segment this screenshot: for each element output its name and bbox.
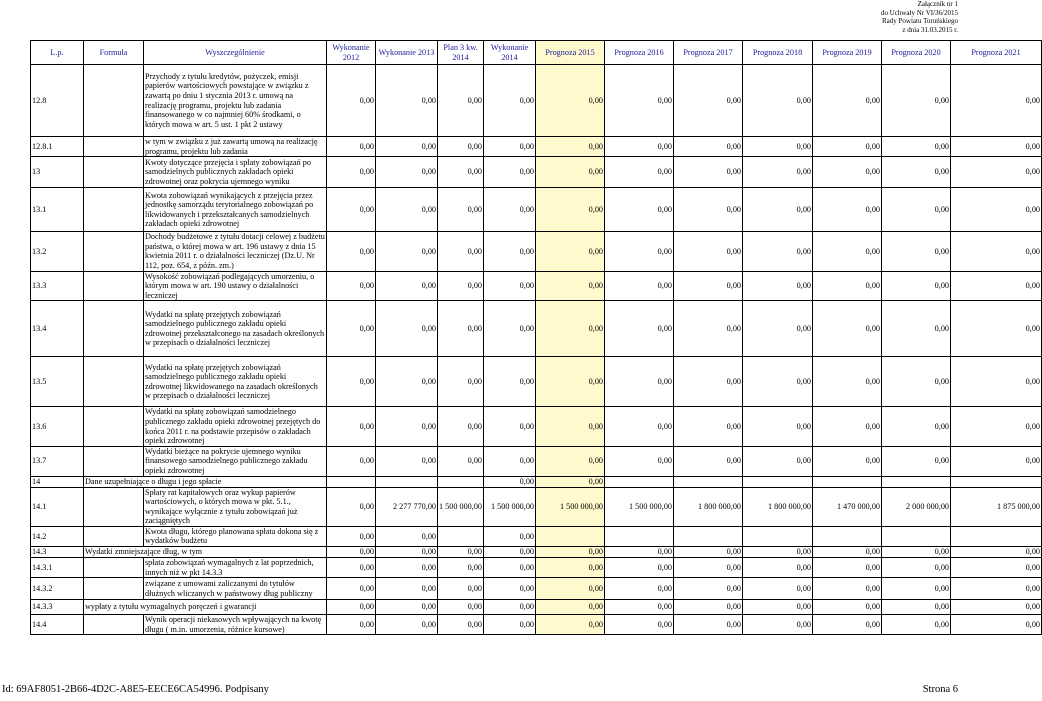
value-cell: 0,00 [813, 157, 882, 188]
value-cell: 0,00 [438, 446, 484, 476]
value-cell: 0,00 [438, 547, 484, 558]
value-cell: 0,00 [674, 407, 743, 446]
row-number: 14.3.1 [31, 558, 84, 578]
value-cell: 0,00 [605, 65, 674, 137]
value-cell: 0,00 [882, 547, 951, 558]
value-cell: 0,00 [438, 157, 484, 188]
value-cell: 0,00 [484, 615, 536, 635]
column-header: Plan 3 kw. 2014 [438, 41, 484, 65]
document-id: Id: 69AF8051-2B66-4D2C-A8E5-EECE6CA54996. Podpisany [2, 684, 269, 695]
value-cell: 0,00 [376, 271, 438, 301]
row-description: Wysokość zobowiązań podlegających umorzeniu, o którym mowa w art. 190 ustawy o działalności leczniczej [144, 271, 327, 301]
value-cell: 1 800 000,00 [743, 487, 813, 526]
value-cell: 0,00 [674, 446, 743, 476]
table-row [31, 526, 1042, 546]
row-description: Kwota zobowiązań wynikających z przejęcia przez jednostkę samorządu terytorialnego zobowiązań po likwidowanych i przekształcanych samodzielnych zakładach opieki zdrowotnej [144, 188, 327, 232]
row-description: Kwoty dotyczące przejęcia i spłaty zobowiązań po samodzielnych publicznych zakładach opieki zdrowotnej oraz pokrycia ujemnego wyniku [144, 157, 327, 188]
value-cell: 0,00 [951, 600, 1042, 615]
value-cell [882, 526, 951, 546]
value-cell: 0,00 [484, 232, 536, 271]
value-cell: 0,00 [882, 137, 951, 157]
value-cell: 0,00 [951, 301, 1042, 357]
column-header: Wykonanie 2014 [484, 41, 536, 65]
value-cell: 0,00 [674, 357, 743, 407]
value-cell: 0,00 [674, 65, 743, 137]
value-cell [536, 526, 605, 546]
value-cell: 0,00 [951, 558, 1042, 578]
formula-cell [84, 446, 144, 476]
table-row [31, 188, 1042, 232]
value-cell: 0,00 [882, 558, 951, 578]
value-cell: 0,00 [813, 301, 882, 357]
value-cell: 0,00 [327, 526, 376, 546]
value-cell: 0,00 [536, 547, 605, 558]
value-cell: 0,00 [536, 407, 605, 446]
value-cell: 0,00 [882, 615, 951, 635]
value-cell [813, 526, 882, 546]
value-cell: 1 500 000,00 [536, 487, 605, 526]
value-cell: 0,00 [327, 188, 376, 232]
value-cell: 0,00 [327, 600, 376, 615]
value-cell: 0,00 [882, 600, 951, 615]
value-cell: 1 500 000,00 [484, 487, 536, 526]
value-cell: 0,00 [674, 188, 743, 232]
value-cell: 0,00 [951, 157, 1042, 188]
row-description: Wydatki na spłatę zobowiązań samodzielnego publicznego zakładu opieki zdrowotnej przejętych do końca 2011 r. na podstawie przepisów o zakładach opieki zdrowotnej [144, 407, 327, 446]
value-cell: 0,00 [484, 137, 536, 157]
formula-cell [84, 578, 144, 600]
page-number: Strona 6 [922, 684, 958, 695]
value-cell [674, 476, 743, 487]
value-cell [813, 476, 882, 487]
value-cell: 0,00 [536, 446, 605, 476]
value-cell: 0,00 [327, 615, 376, 635]
row-number: 14.4 [31, 615, 84, 635]
value-cell: 0,00 [327, 271, 376, 301]
value-cell: 0,00 [882, 407, 951, 446]
value-cell: 0,00 [743, 615, 813, 635]
value-cell: 0,00 [951, 407, 1042, 446]
value-cell: 0,00 [536, 578, 605, 600]
column-header: Prognoza 2018 [743, 41, 813, 65]
value-cell: 0,00 [951, 65, 1042, 137]
value-cell: 0,00 [743, 301, 813, 357]
table-row [31, 232, 1042, 271]
value-cell: 0,00 [951, 188, 1042, 232]
value-cell: 0,00 [484, 526, 536, 546]
value-cell: 0,00 [605, 578, 674, 600]
value-cell: 0,00 [327, 232, 376, 271]
value-cell: 0,00 [674, 600, 743, 615]
column-header: Wykonanie 2013 [376, 41, 438, 65]
value-cell: 0,00 [813, 407, 882, 446]
row-description: Wynik operacji niekasowych wpływających na kwotę długu ( m.in. umorzenia, różnice kursowe) [144, 615, 327, 635]
table-row [31, 301, 1042, 357]
value-cell: 0,00 [674, 157, 743, 188]
value-cell: 0,00 [376, 188, 438, 232]
value-cell: 2 277 770,00 [376, 487, 438, 526]
value-cell: 0,00 [951, 357, 1042, 407]
value-cell: 0,00 [536, 157, 605, 188]
value-cell: 0,00 [951, 232, 1042, 271]
row-number: 13.3 [31, 271, 84, 301]
value-cell: 0,00 [743, 232, 813, 271]
formula-cell [84, 271, 144, 301]
table-row [31, 487, 1042, 526]
value-cell: 0,00 [376, 232, 438, 271]
table-row [31, 357, 1042, 407]
row-number: 13.1 [31, 188, 84, 232]
value-cell: 0,00 [951, 137, 1042, 157]
value-cell [743, 526, 813, 546]
value-cell: 0,00 [813, 357, 882, 407]
value-cell: 0,00 [674, 137, 743, 157]
value-cell: 0,00 [882, 188, 951, 232]
value-cell: 0,00 [813, 558, 882, 578]
value-cell: 0,00 [438, 600, 484, 615]
row-description: Wydatki na spłatę przejętych zobowiązań samodzielnego publicznego zakładu opieki zdrowotnej likwidowanego na zasadach określonych w przepisach o działalności leczniczej [144, 357, 327, 407]
value-cell: 0,00 [743, 407, 813, 446]
row-number: 14.3.3 [31, 600, 84, 615]
value-cell [376, 476, 438, 487]
value-cell: 0,00 [605, 357, 674, 407]
column-header: L.p. [31, 41, 84, 65]
value-cell: 0,00 [484, 558, 536, 578]
value-cell: 0,00 [813, 547, 882, 558]
row-description: Dochody budżetowe z tytułu dotacji celowej z budżetu państwa, o której mowa w art. 196 ustawy z dnia 15 kwietnia 2011 r. o działalności leczniczej (Dz.U. Nr 112, poz. 654, z późn. zm.) [145, 232, 325, 270]
value-cell: 0,00 [327, 547, 376, 558]
value-cell: 0,00 [327, 137, 376, 157]
row-number: 13.4 [31, 301, 84, 357]
value-cell: 0,00 [674, 615, 743, 635]
row-description: Spłaty rat kapitałowych oraz wykup papierów wartościowych, o których mowa w pkt. 5.1., wynikające wyłącznie z tytułu zobowiązań już zaciągniętych [144, 487, 327, 526]
value-cell: 0,00 [376, 65, 438, 137]
value-cell: 0,00 [743, 357, 813, 407]
value-cell: 0,00 [438, 578, 484, 600]
value-cell: 0,00 [882, 357, 951, 407]
value-cell: 0,00 [376, 446, 438, 476]
value-cell: 0,00 [376, 407, 438, 446]
value-cell: 0,00 [438, 357, 484, 407]
value-cell: 0,00 [882, 157, 951, 188]
value-cell: 0,00 [536, 301, 605, 357]
value-cell: 0,00 [882, 271, 951, 301]
value-cell: 0,00 [743, 558, 813, 578]
value-cell: 0,00 [674, 232, 743, 271]
value-cell: 0,00 [536, 271, 605, 301]
value-cell: 0,00 [605, 157, 674, 188]
value-cell: 0,00 [605, 615, 674, 635]
value-cell: 0,00 [536, 476, 605, 487]
value-cell: 0,00 [484, 547, 536, 558]
column-header: Wykonanie 2012 [327, 41, 376, 65]
attachment-line: z dnia 31.03.2015 r. [902, 25, 958, 34]
value-cell: 0,00 [605, 558, 674, 578]
value-cell: 0,00 [376, 615, 438, 635]
value-cell [438, 476, 484, 487]
value-cell [605, 526, 674, 546]
value-cell [951, 476, 1042, 487]
value-cell: 0,00 [813, 615, 882, 635]
row-number: 13.7 [31, 446, 84, 476]
formula-cell [84, 615, 144, 635]
value-cell: 0,00 [882, 301, 951, 357]
column-header: Wyszczególnienie [144, 41, 327, 65]
value-cell: 1 500 000,00 [438, 487, 484, 526]
value-cell: 0,00 [484, 446, 536, 476]
value-cell: 0,00 [674, 301, 743, 357]
formula-cell [84, 357, 144, 407]
formula-cell [84, 65, 144, 137]
value-cell [605, 476, 674, 487]
value-cell: 0,00 [605, 547, 674, 558]
column-header: Prognoza 2021 [951, 41, 1042, 65]
value-cell: 0,00 [605, 301, 674, 357]
value-cell: 0,00 [951, 446, 1042, 476]
value-cell: 0,00 [484, 407, 536, 446]
value-cell [951, 526, 1042, 546]
value-cell: 0,00 [813, 446, 882, 476]
header-row [31, 41, 1042, 65]
column-header: Prognoza 2017 [674, 41, 743, 65]
value-cell: 0,00 [605, 446, 674, 476]
value-cell: 0,00 [438, 137, 484, 157]
value-cell: 0,00 [536, 232, 605, 271]
attachment-line: do Uchwały Nr VI/36/2015 [880, 8, 958, 17]
row-description: Wydatki bieżące na pokrycie ujemnego wyniku finansowego samodzielnego publicznego zakładu opieki zdrowotnej [144, 446, 327, 476]
value-cell: 0,00 [484, 157, 536, 188]
value-cell [327, 476, 376, 487]
value-cell: 0,00 [882, 232, 951, 271]
value-cell: 0,00 [536, 137, 605, 157]
value-cell: 0,00 [743, 157, 813, 188]
table-row [31, 615, 1042, 635]
row-number: 14 [31, 476, 84, 487]
row-number: 14.1 [31, 487, 84, 526]
row-number: 13.2 [31, 232, 84, 271]
value-cell: 0,00 [438, 65, 484, 137]
value-cell: 0,00 [327, 558, 376, 578]
value-cell: 0,00 [327, 487, 376, 526]
value-cell: 0,00 [813, 271, 882, 301]
attachment-line: Rady Powiatu Toruńskiego [882, 17, 958, 25]
value-cell: 1 470 000,00 [813, 487, 882, 526]
row-description: Przychody z tytułu kredytów, pożyczek, emisji papierów wartościowych powstające w związku z zawartą po dniu 1 stycznia 2013 r. umową na realizację programu, projektu lub zadania finansowanego w co najmniej 60% środkami, o których mowa w art. 5 ust. 1 pkt 2 ustawy [144, 65, 327, 137]
value-cell: 0,00 [674, 547, 743, 558]
formula-cell [84, 137, 144, 157]
value-cell: 0,00 [743, 578, 813, 600]
value-cell: 0,00 [484, 476, 536, 487]
value-cell: 0,00 [605, 137, 674, 157]
value-cell: 0,00 [376, 157, 438, 188]
formula-cell [84, 301, 144, 357]
value-cell: 0,00 [327, 578, 376, 600]
column-header: Prognoza 2020 [882, 41, 951, 65]
value-cell: 0,00 [951, 615, 1042, 635]
value-cell: 0,00 [327, 357, 376, 407]
value-cell: 0,00 [376, 357, 438, 407]
value-cell: 0,00 [674, 271, 743, 301]
value-cell: 0,00 [951, 271, 1042, 301]
value-cell: 0,00 [813, 578, 882, 600]
attachment-line: Załącznik nr 1 [917, 0, 958, 8]
table-row [31, 558, 1042, 578]
value-cell: 0,00 [327, 301, 376, 357]
value-cell [882, 476, 951, 487]
table-row [31, 446, 1042, 476]
value-cell: 0,00 [743, 271, 813, 301]
column-header: Formuła [84, 41, 144, 65]
table-row [31, 271, 1042, 301]
table-row [31, 578, 1042, 600]
row-number: 12.8 [31, 65, 84, 137]
value-cell: 0,00 [376, 547, 438, 558]
value-cell: 0,00 [813, 188, 882, 232]
value-cell: 0,00 [327, 446, 376, 476]
value-cell: 0,00 [605, 232, 674, 271]
value-cell: 0,00 [484, 600, 536, 615]
value-cell [674, 526, 743, 546]
value-cell: 0,00 [605, 407, 674, 446]
value-cell: 0,00 [743, 547, 813, 558]
row-description: związane z umowami zaliczanymi do tytułów dłużnych wliczanych w państwowy dług publiczny [144, 578, 327, 600]
value-cell: 0,00 [327, 157, 376, 188]
value-cell: 0,00 [882, 65, 951, 137]
value-cell: 0,00 [327, 65, 376, 137]
value-cell: 0,00 [743, 600, 813, 615]
value-cell: 0,00 [376, 600, 438, 615]
value-cell: 0,00 [674, 558, 743, 578]
row-description: spłata zobowiązań wymagalnych z lat poprzednich, innych niż w pkt 14.3.3 [144, 558, 327, 578]
row-number: 13.5 [31, 357, 84, 407]
value-cell: 0,00 [882, 578, 951, 600]
row-number: 14.2 [31, 526, 84, 546]
value-cell: 0,00 [484, 301, 536, 357]
value-cell: 0,00 [438, 271, 484, 301]
table-row [31, 476, 1042, 487]
value-cell: 0,00 [484, 357, 536, 407]
value-cell: 0,00 [813, 65, 882, 137]
value-cell: 0,00 [605, 600, 674, 615]
value-cell: 0,00 [743, 188, 813, 232]
value-cell: 0,00 [438, 232, 484, 271]
value-cell: 1 800 000,00 [674, 487, 743, 526]
value-cell: 0,00 [951, 578, 1042, 600]
value-cell: 0,00 [327, 407, 376, 446]
value-cell: 0,00 [438, 407, 484, 446]
value-cell: 0,00 [484, 271, 536, 301]
value-cell: 0,00 [438, 615, 484, 635]
financial-forecast-table [30, 40, 1042, 635]
value-cell: 0,00 [951, 547, 1042, 558]
row-description: Wydatki zmniejszające dług, w tym [84, 547, 327, 558]
value-cell: 0,00 [813, 232, 882, 271]
row-description: Dane uzupełniające o długu i jego spłacie [84, 476, 327, 487]
table-row [31, 65, 1042, 137]
row-number: 12.8.1 [31, 137, 84, 157]
value-cell: 0,00 [813, 600, 882, 615]
table-row [31, 407, 1042, 446]
value-cell: 0,00 [438, 558, 484, 578]
value-cell: 0,00 [536, 558, 605, 578]
value-cell: 0,00 [813, 137, 882, 157]
row-number: 13.6 [31, 407, 84, 446]
value-cell: 0,00 [438, 188, 484, 232]
value-cell: 0,00 [536, 600, 605, 615]
value-cell: 0,00 [438, 301, 484, 357]
value-cell: 0,00 [484, 188, 536, 232]
value-cell: 0,00 [536, 357, 605, 407]
row-description: wypłaty z tytułu wymagalnych poręczeń i gwarancji [84, 600, 327, 615]
formula-cell [84, 558, 144, 578]
formula-cell [84, 232, 144, 271]
row-description: w tym w związku z już zawartą umową na realizację programu, projektu lub zadania [144, 137, 327, 157]
formula-cell [84, 157, 144, 188]
value-cell: 0,00 [376, 578, 438, 600]
attachment-note [881, 0, 958, 34]
column-header: Prognoza 2016 [605, 41, 674, 65]
value-cell: 0,00 [484, 65, 536, 137]
value-cell: 0,00 [536, 188, 605, 232]
formula-cell [84, 526, 144, 546]
value-cell: 0,00 [605, 271, 674, 301]
value-cell: 0,00 [376, 526, 438, 546]
table-row [31, 600, 1042, 615]
formula-cell [84, 188, 144, 232]
value-cell: 0,00 [882, 446, 951, 476]
value-cell: 2 000 000,00 [882, 487, 951, 526]
value-cell: 1 500 000,00 [605, 487, 674, 526]
value-cell: 0,00 [536, 65, 605, 137]
column-header: Prognoza 2015 [536, 41, 605, 65]
row-number: 13 [31, 157, 84, 188]
value-cell: 0,00 [605, 188, 674, 232]
row-description: Kwota długu, którego planowana spłata dokona się z wydatków budżetu [144, 526, 327, 546]
value-cell: 0,00 [674, 578, 743, 600]
value-cell [743, 476, 813, 487]
table-row [31, 157, 1042, 188]
row-number: 14.3.2 [31, 578, 84, 600]
value-cell: 1 875 000,00 [951, 487, 1042, 526]
value-cell: 0,00 [376, 558, 438, 578]
formula-cell [84, 487, 144, 526]
table-row [31, 547, 1042, 558]
value-cell: 0,00 [536, 615, 605, 635]
column-header: Prognoza 2019 [813, 41, 882, 65]
table-row [31, 137, 1042, 157]
value-cell: 0,00 [743, 446, 813, 476]
value-cell: 0,00 [743, 65, 813, 137]
value-cell: 0,00 [376, 137, 438, 157]
formula-cell [84, 407, 144, 446]
row-description: Wydatki na spłatę przejętych zobowiązań samodzielnego publicznego zakładu opieki zdrowotnej przekształconego na zasadach określonych w przepisach o działalności leczniczej [144, 301, 327, 357]
value-cell: 0,00 [376, 301, 438, 357]
value-cell: 0,00 [484, 578, 536, 600]
value-cell: 0,00 [743, 137, 813, 157]
row-number: 14.3 [31, 547, 84, 558]
value-cell [438, 526, 484, 546]
